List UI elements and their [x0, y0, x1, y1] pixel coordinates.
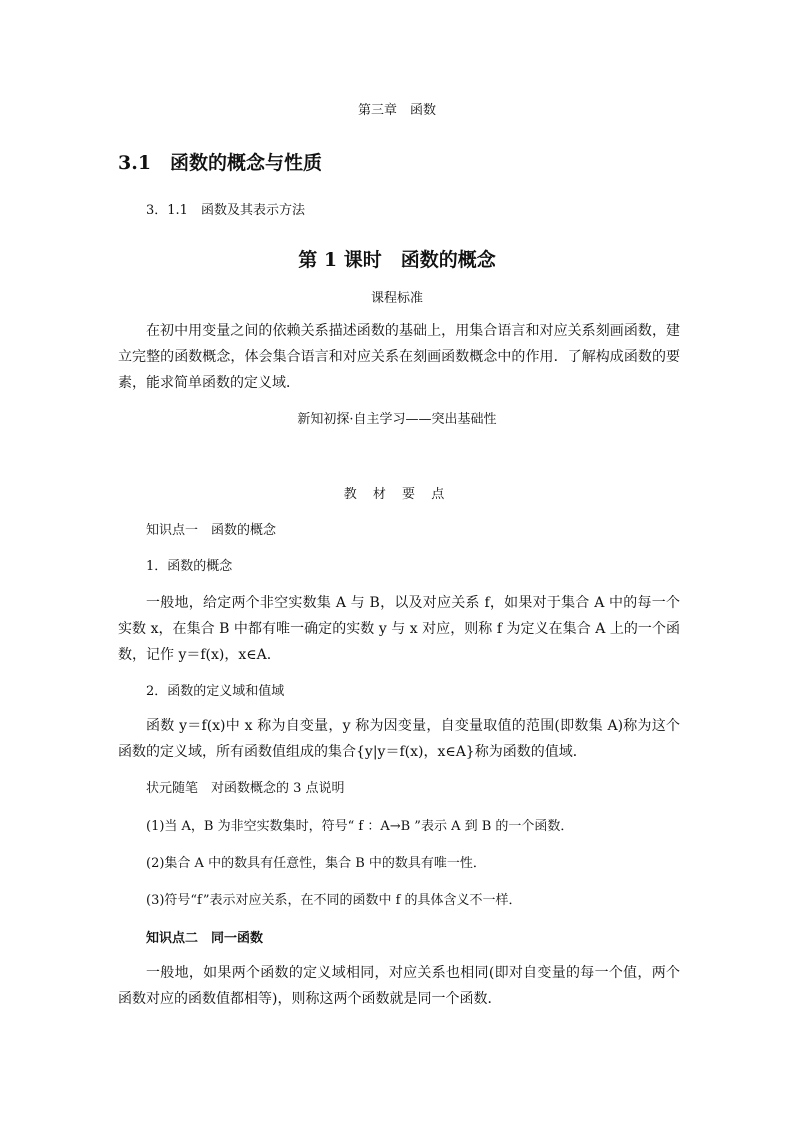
note-item: (1)当 A，B 为非空实数集时，符号“ f ：A→B ”表示 A 到 B 的一个函数． [146, 819, 574, 834]
same-function-paragraph: 一般地，如果两个函数的定义域相同，对应关系也相同(即对自变量的每一个值，两个函数对应的函数值都相等)，则称这两个函数就是同一个函数． [118, 965, 680, 1007]
section-heading: 3.1 函数的概念与性质 [118, 152, 323, 174]
standards-heading: 课程标准 [370, 291, 423, 306]
new-knowledge-heading: 新知初探·自主学习——突出基础性 [297, 412, 497, 427]
function-concept-paragraph: 一般地，给定两个非空实数集 A 与 B，以及对应关系 f，如果对于集合 A 中的每一个实数 x，在集合 B 中都有唯一确定的实数 y 与 x 对应，则称 f 为定义在集合 A 上的一个函数，记作 y＝f(x)，x∈A. [118, 595, 680, 663]
chapter-heading: 第三章 函数 [357, 103, 436, 118]
key-points-heading: 教 材 要 点 [343, 487, 451, 502]
note-item: (3)符号“f”表示对应关系，在不同的函数中 f 的具体含义不一样． [146, 893, 522, 908]
note-item: (2)集合 A 中的数具有任意性，集合 B 中的数具有唯一性． [146, 856, 486, 871]
note-heading: 状元随笔 对函数概念的 3 点说明 [146, 781, 345, 796]
knowledge-point-two-heading: 知识点二 同一函数 [146, 931, 264, 946]
function-concept-heading: 1．函数的概念 [146, 559, 233, 574]
domain-range-heading: 2．函数的定义域和值域 [146, 684, 285, 699]
knowledge-point-one-heading: 知识点一 函数的概念 [146, 523, 277, 538]
subsection-heading: 3．1.1 函数及其表示方法 [146, 203, 305, 218]
standards-paragraph: 在初中用变量之间的依赖关系描述函数的基础上，用集合语言和对应关系刻画函数，建立完整的函数概念，体会集合语言和对应关系在刻画函数概念中的作用．了解构成函数的要素，能求简单函数的定义域． [118, 323, 680, 391]
domain-range-paragraph: 函数 y＝f(x)中 x 称为自变量，y 称为因变量，自变量取值的范围(即数集 A)称为这个函数的定义域，所有函数值组成的集合{y|y＝f(x)，x∈A}称为函数的值域． [118, 718, 680, 760]
lesson-title: 第 1 课时 函数的概念 [298, 249, 496, 271]
